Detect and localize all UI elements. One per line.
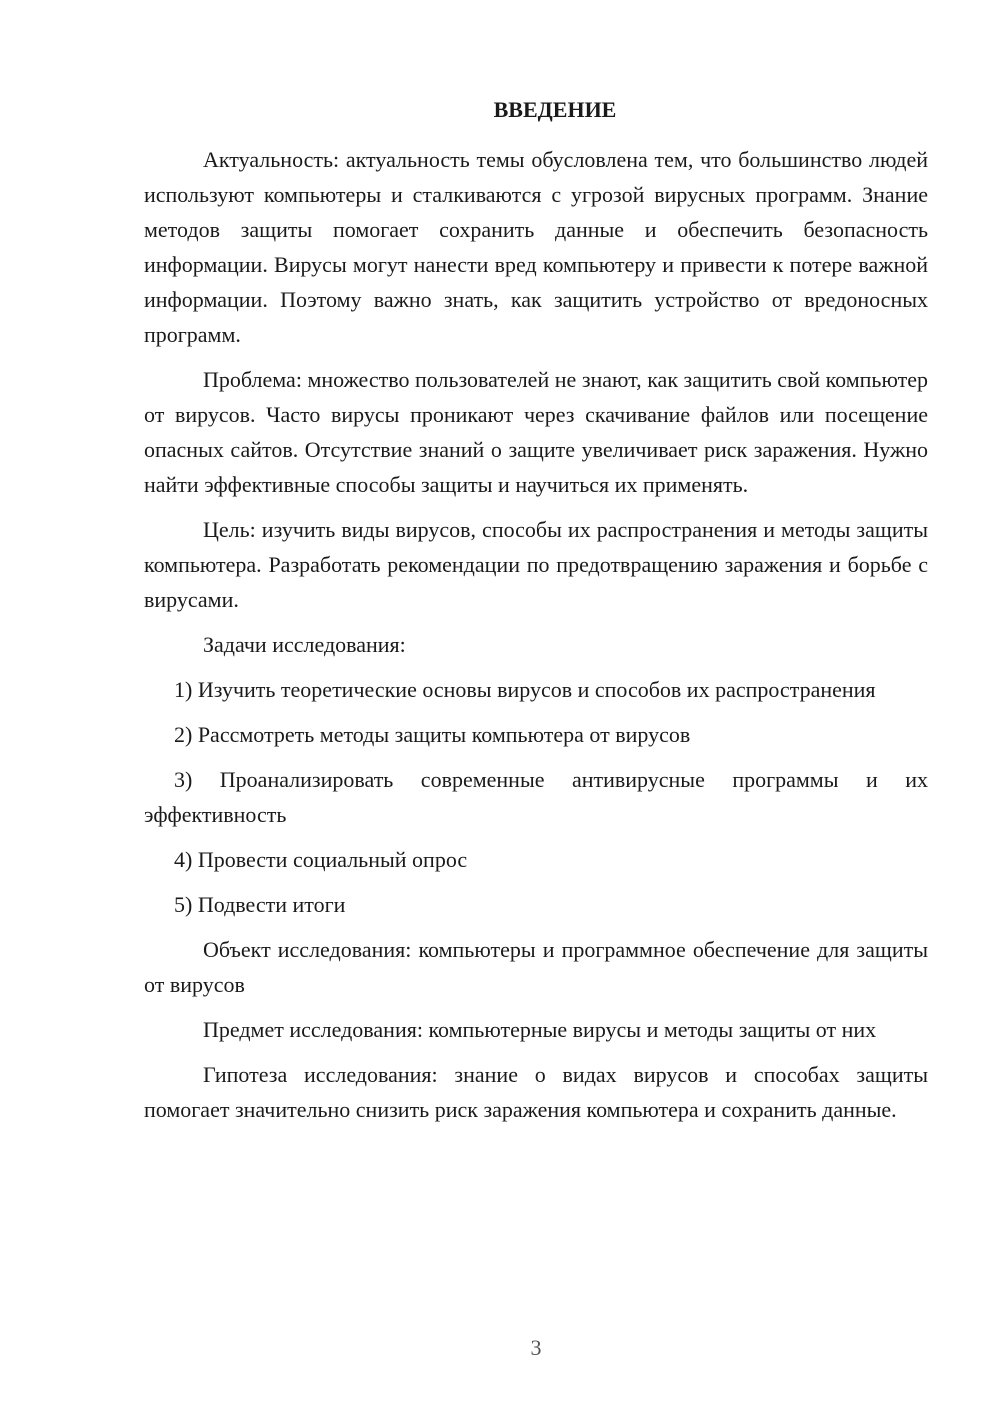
page-content bbox=[144, 95, 928, 1137]
goal-paragraph: Цель: изучить виды вирусов, способы их распространения и методы защиты компьютера. Разработать рекомендации по предотвращению заражения и борьбе с вирусами. bbox=[144, 517, 928, 612]
task-item: 4) Провести социальный опрос bbox=[174, 847, 468, 872]
page-title: ВВЕДЕНИЕ bbox=[493, 97, 617, 122]
task-item: 3) Проанализировать современные антивирусные программы и их эффективность bbox=[144, 767, 928, 827]
task-item: 5) Подвести итоги bbox=[174, 892, 346, 917]
relevance-paragraph: Актуальность: актуальность темы обусловлена тем, что большинство людей используют компьютеры и сталкиваются с угрозой вирусных программ. Знание методов защиты помогает сохранить данные и обеспечить безопасность информации. Вирусы могут нанести вред компьютеру и привести к потере важной информации. Поэтому важно знать, как защитить устройство от вредоносных программ. bbox=[144, 147, 928, 347]
task-item: 2) Рассмотреть методы защиты компьютера от вирусов bbox=[174, 722, 691, 747]
page-number: 3 bbox=[530, 1335, 542, 1360]
tasks-title: Задачи исследования: bbox=[203, 632, 406, 657]
problem-paragraph: Проблема: множество пользователей не знают, как защитить свой компьютер от вирусов. Часто вирусы проникают через скачивание файлов или посещение опасных сайтов. Отсутствие знаний о защите увеличивает риск заражения. Нужно найти эффективные способы защиты и научиться их применять. bbox=[144, 367, 928, 497]
subject-paragraph: Предмет исследования: компьютерные вирусы и методы защиты от них bbox=[203, 1017, 877, 1042]
object-paragraph: Объект исследования: компьютеры и программное обеспечение для защиты от вирусов bbox=[144, 937, 928, 997]
hypothesis-paragraph: Гипотеза исследования: знание о видах вирусов и способах защиты помогает значительно снизить риск заражения компьютера и сохранить данные. bbox=[144, 1062, 928, 1122]
task-item: 1) Изучить теоретические основы вирусов и способов их распространения bbox=[174, 677, 876, 702]
